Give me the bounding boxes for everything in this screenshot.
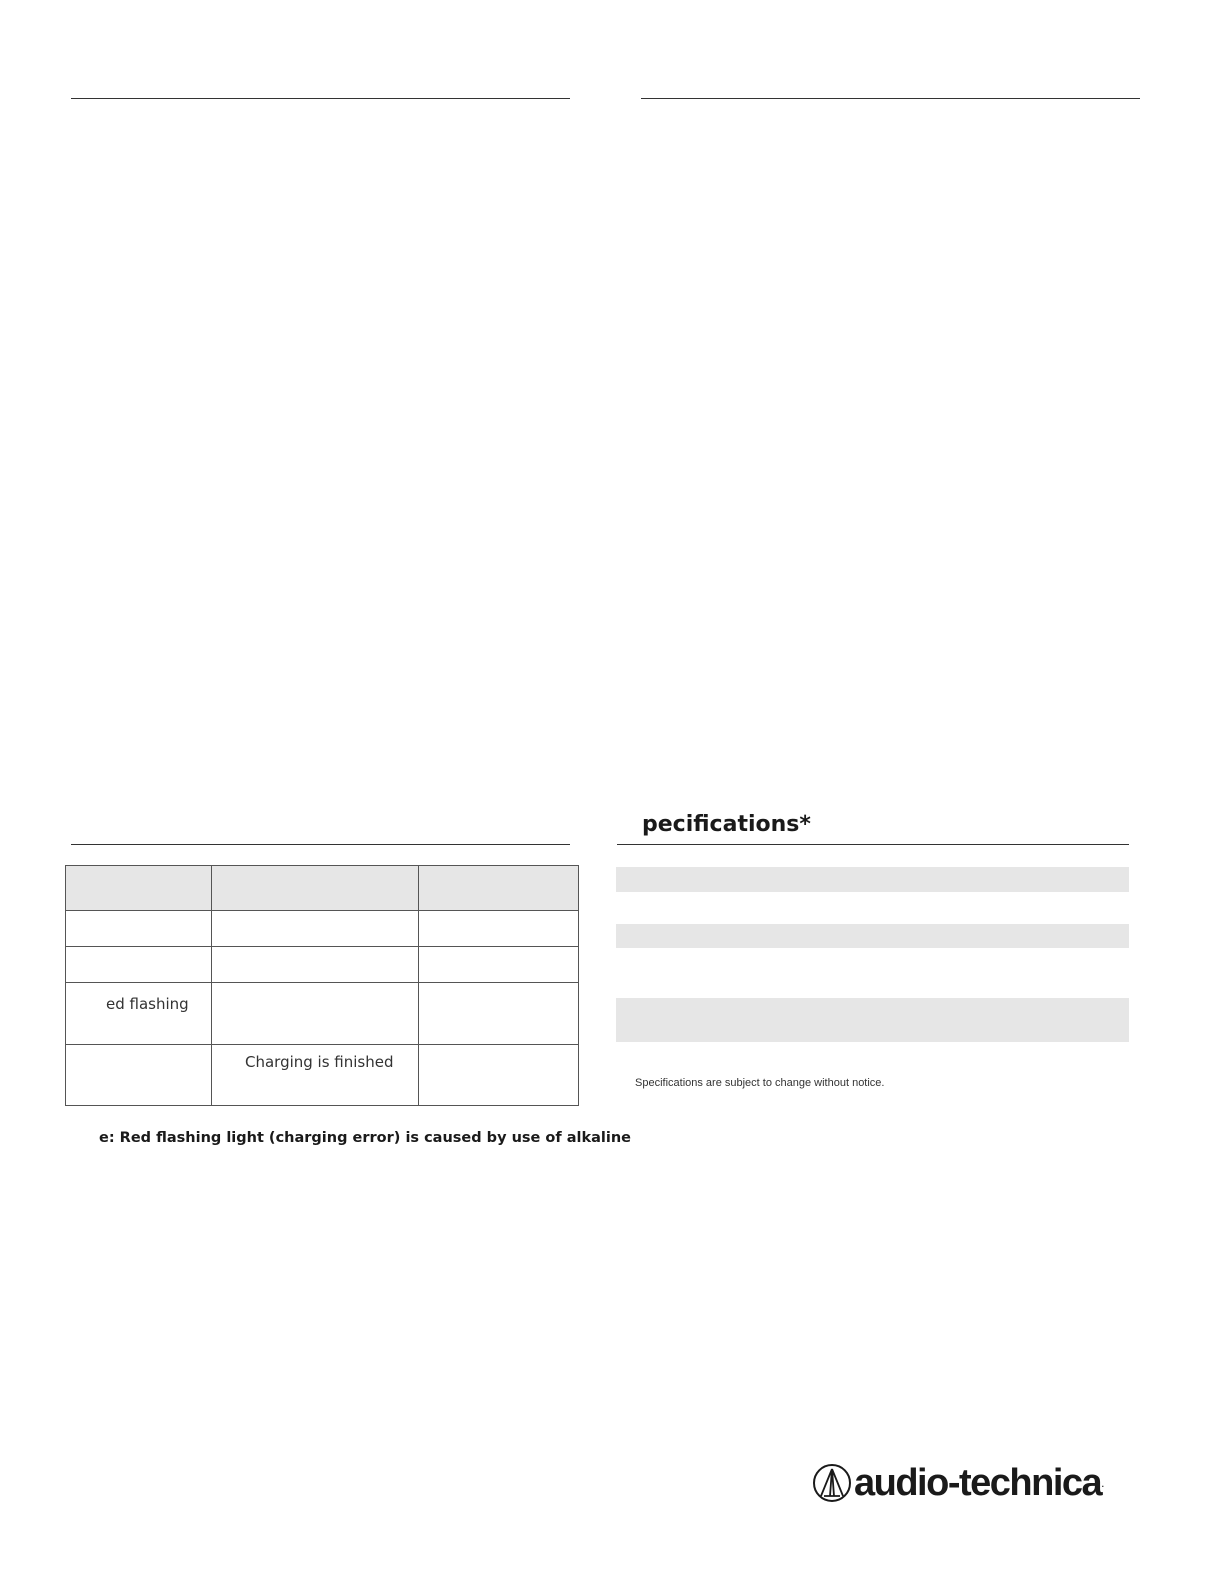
table-cell <box>66 911 212 947</box>
table-header-row <box>66 866 579 911</box>
table-cell <box>419 947 579 983</box>
section-divider-specifications <box>617 844 1129 845</box>
table-row <box>66 1045 579 1106</box>
table-cell-led-status: ed flashing <box>66 983 212 1045</box>
alkaline-battery-note: e: Red flashing light (charging error) is caused by use of alkaline <box>99 1130 631 1146</box>
specifications-footnote: Specifications are subject to change without notice. <box>635 1077 885 1089</box>
table-row <box>66 911 579 947</box>
specifications-heading: pecifications* <box>642 812 811 837</box>
table-header-cell <box>419 866 579 911</box>
table-cell <box>419 911 579 947</box>
section-divider-top-left <box>71 98 570 99</box>
section-divider-indicator <box>71 844 570 845</box>
table-cell <box>66 1045 212 1106</box>
section-divider-top-right <box>641 98 1140 99</box>
table-row <box>66 947 579 983</box>
table-row <box>66 983 579 1045</box>
table-header-cell <box>66 866 212 911</box>
spec-row-shaded <box>616 924 1129 948</box>
table-cell <box>419 1045 579 1106</box>
table-cell <box>419 983 579 1045</box>
spec-row-shaded <box>616 867 1129 892</box>
logo-wordmark: audio-technica <box>854 1462 1102 1504</box>
audio-technica-logo <box>812 1462 1105 1504</box>
audio-technica-triangle-logo-icon <box>812 1463 852 1503</box>
table-cell <box>212 983 419 1045</box>
table-cell <box>212 947 419 983</box>
spec-row-shaded <box>616 998 1129 1042</box>
table-cell <box>66 947 212 983</box>
table-cell <box>212 911 419 947</box>
table-cell-charging-status: Charging is finished <box>212 1045 419 1106</box>
registered-mark-icon: . <box>1101 1476 1105 1490</box>
table-header-cell <box>212 866 419 911</box>
charging-indicator-table <box>65 865 579 1106</box>
